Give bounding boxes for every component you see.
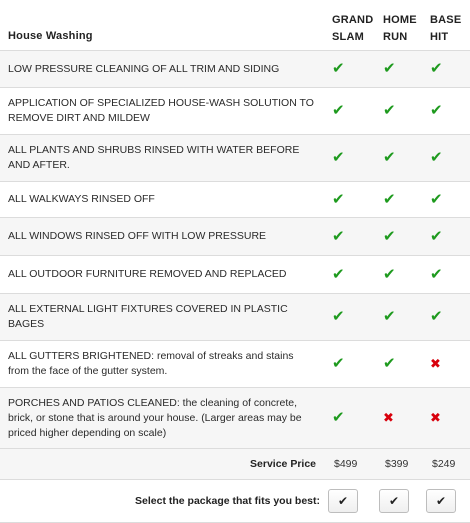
grand-slam-cell xyxy=(326,256,377,294)
feature-row xyxy=(0,51,470,88)
feature-label: ALL PLANTS AND SHRUBS RINSED WITH WATER BEFORE AND AFTER. xyxy=(0,135,326,182)
checkmark-icon: ✔ xyxy=(332,101,345,119)
checkmark-icon: ✔ xyxy=(430,101,443,119)
base-hit-cell xyxy=(424,51,470,88)
table-title: House Washing xyxy=(8,30,93,42)
feature-row xyxy=(0,388,470,449)
checkmark-icon: ✔ xyxy=(430,59,443,77)
base-hit-cell xyxy=(424,294,470,341)
service-price-row xyxy=(0,449,470,480)
checkmark-icon: ✔ xyxy=(430,189,443,208)
home-run-cell xyxy=(377,256,424,294)
checkmark-icon: ✔ xyxy=(383,264,396,283)
cross-icon: ✖ xyxy=(430,411,441,426)
checkmark-icon: ✔ xyxy=(383,59,396,77)
home-run-select-cell xyxy=(377,480,424,523)
home-run-cell xyxy=(377,218,424,256)
base-hit-cell xyxy=(424,388,470,449)
feature-label: ALL OUTDOOR FURNITURE REMOVED AND REPLACED xyxy=(0,256,326,294)
base-hit-cell xyxy=(424,182,470,218)
base-hit-cell xyxy=(424,341,470,388)
feature-label: ALL GUTTERS BRIGHTENED: removal of streaks and stains from the face of the gutter system. xyxy=(0,341,326,388)
select-grand-slam-button[interactable] xyxy=(328,489,358,513)
grand-slam-cell xyxy=(326,218,377,256)
checkmark-icon: ✔ xyxy=(383,101,396,119)
checkmark-icon: ✔ xyxy=(332,59,345,77)
home-run-cell xyxy=(377,88,424,135)
checkmark-icon: ✔ xyxy=(430,264,443,283)
checkmark-icon: ✔ xyxy=(332,354,345,372)
feature-row xyxy=(0,256,470,294)
package-header-grand-slam xyxy=(326,0,377,51)
package-header-line: RUN xyxy=(383,31,408,43)
base-hit-select-cell xyxy=(424,480,470,523)
checkmark-icon: ✔ xyxy=(332,307,345,325)
package-header-line: SLAM xyxy=(332,31,364,43)
select-base-hit-button[interactable] xyxy=(426,489,456,513)
checkmark-icon: ✔ xyxy=(332,226,345,245)
home-run-cell xyxy=(377,135,424,182)
feature-label: LOW PRESSURE CLEANING OF ALL TRIM AND SIDING xyxy=(0,51,326,88)
package-header-line: BASE xyxy=(430,14,462,26)
feature-row xyxy=(0,182,470,218)
feature-row xyxy=(0,88,470,135)
grand-slam-cell xyxy=(326,294,377,341)
package-header-line: GRAND xyxy=(332,14,374,26)
feature-row xyxy=(0,218,470,256)
home-run-cell xyxy=(377,51,424,88)
home-run-cell xyxy=(377,294,424,341)
checkmark-icon: ✔ xyxy=(337,494,349,508)
package-header-line: HIT xyxy=(430,31,449,43)
checkmark-icon: ✔ xyxy=(332,148,345,166)
feature-label: ALL WALKWAYS RINSED OFF xyxy=(0,182,326,218)
cross-icon: ✖ xyxy=(383,411,394,426)
checkmark-icon: ✔ xyxy=(430,148,443,166)
grand-slam-cell xyxy=(326,341,377,388)
grand-slam-select-cell xyxy=(326,480,377,523)
header-row xyxy=(0,0,470,51)
checkmark-icon: ✔ xyxy=(332,408,345,426)
checkmark-icon: ✔ xyxy=(332,264,345,283)
checkmark-icon: ✔ xyxy=(383,226,396,245)
base-hit-cell xyxy=(424,88,470,135)
checkmark-icon: ✔ xyxy=(435,494,447,508)
home-run-cell xyxy=(377,341,424,388)
base-hit-price: $249 xyxy=(424,449,470,480)
feature-label: APPLICATION OF SPECIALIZED HOUSE-WASH SOLUTION TO REMOVE DIRT AND MILDEW xyxy=(0,88,326,135)
checkmark-icon: ✔ xyxy=(388,494,400,508)
package-header-home-run xyxy=(377,0,424,51)
home-run-cell xyxy=(377,182,424,218)
checkmark-icon: ✔ xyxy=(383,189,396,208)
feature-row xyxy=(0,294,470,341)
select-home-run-button[interactable] xyxy=(379,489,409,513)
package-header-base-hit xyxy=(424,0,470,51)
feature-row xyxy=(0,135,470,182)
base-hit-cell xyxy=(424,256,470,294)
home-run-price: $399 xyxy=(377,449,424,480)
checkmark-icon: ✔ xyxy=(430,307,443,325)
feature-label: ALL EXTERNAL LIGHT FIXTURES COVERED IN PLASTIC BAGES xyxy=(0,294,326,341)
grand-slam-cell xyxy=(326,51,377,88)
feature-label: PORCHES AND PATIOS CLEANED: the cleaning of concrete, brick, or stone that is around your house. (Larger areas may be priced higher depending on scale) xyxy=(0,388,326,449)
grand-slam-cell xyxy=(326,182,377,218)
checkmark-icon: ✔ xyxy=(430,226,443,245)
grand-slam-cell xyxy=(326,388,377,449)
home-run-cell xyxy=(377,388,424,449)
select-package-label: Select the package that fits you best: xyxy=(0,480,326,523)
base-hit-cell xyxy=(424,135,470,182)
service-price-label: Service Price xyxy=(0,449,326,480)
checkmark-icon: ✔ xyxy=(332,189,345,208)
checkmark-icon: ✔ xyxy=(383,148,396,166)
grand-slam-cell xyxy=(326,88,377,135)
feature-row xyxy=(0,341,470,388)
checkmark-icon: ✔ xyxy=(383,354,396,372)
base-hit-cell xyxy=(424,218,470,256)
cross-icon: ✖ xyxy=(430,357,441,372)
checkmark-icon: ✔ xyxy=(383,307,396,325)
grand-slam-price: $499 xyxy=(326,449,377,480)
feature-label: ALL WINDOWS RINSED OFF WITH LOW PRESSURE xyxy=(0,218,326,256)
grand-slam-cell xyxy=(326,135,377,182)
package-select-row xyxy=(0,480,470,523)
package-header-line: HOME xyxy=(383,14,417,26)
